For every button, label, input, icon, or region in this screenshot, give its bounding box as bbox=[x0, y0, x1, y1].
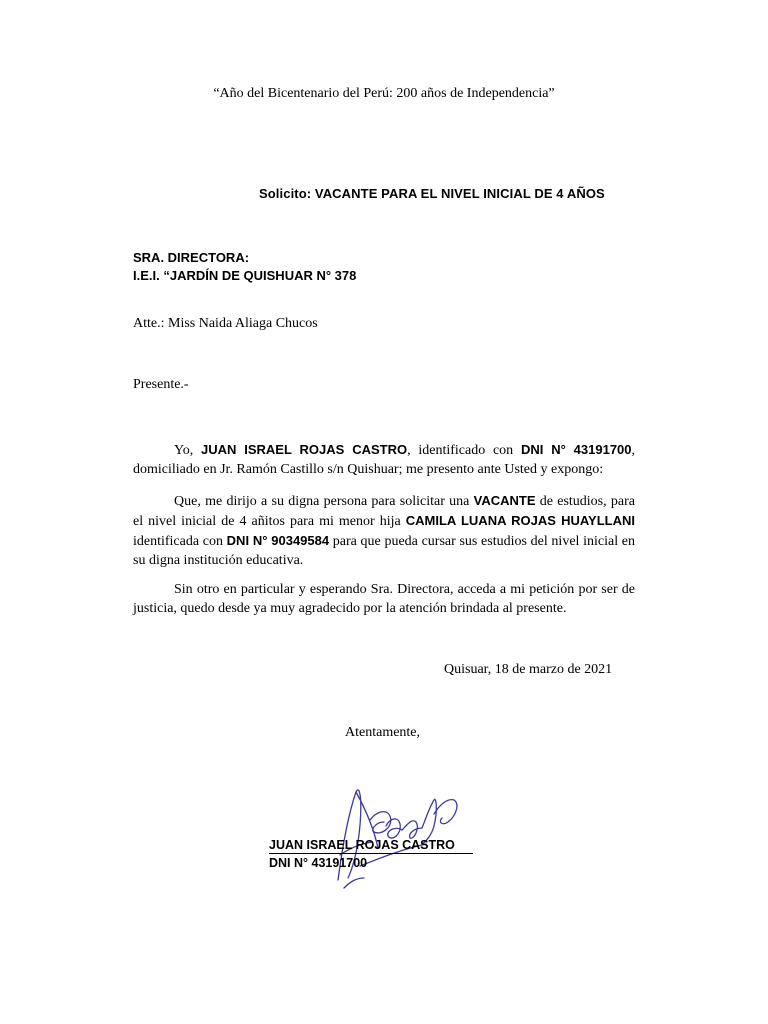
greeting: Presente.- bbox=[133, 377, 189, 392]
p2-text-4: para que pueda cursar sus estudios del nivel inicial en su digna institución educativa. bbox=[133, 534, 635, 568]
p1-text-3: , domiciliado en Jr. Ramón Castillo s/n Quishuar; me presento ante Usted y expongo: bbox=[133, 443, 636, 477]
paragraph-request bbox=[133, 491, 635, 570]
paragraph-closing: Sin otro en particular y esperando Sra. Directora, acceda a mi petición por ser de justicia, quedo desde ya muy agradecido por la atención brindada al presente. bbox=[133, 582, 635, 616]
p1-text-2: , identificado con bbox=[407, 443, 521, 458]
child-name: CAMILA LUANA ROJAS HUAYLLANI bbox=[405, 513, 635, 528]
addressee-title: SRA. DIRECTORA: bbox=[133, 250, 250, 265]
signer-name: JUAN ISRAEL ROJAS CASTRO bbox=[269, 838, 473, 854]
p2-text-1: Que, me dirijo a su digna persona para solicitar una bbox=[174, 494, 474, 509]
p2-text-2: de estudios, para el nivel inicial de 4 añitos para mi menor hija bbox=[133, 494, 635, 529]
document-motto: “Año del Bicentenario del Perú: 200 años de Independencia” bbox=[213, 86, 555, 101]
applicant-name: JUAN ISRAEL ROJAS CASTRO bbox=[200, 442, 408, 457]
closing-salutation: Atentamente, bbox=[345, 725, 421, 740]
child-dni: DNI N° 90349584 bbox=[226, 533, 330, 548]
paragraph-introduction bbox=[133, 440, 635, 479]
applicant-dni: DNI N° 43191700 bbox=[520, 442, 632, 457]
subject-line: Solicito: VACANTE PARA EL NIVEL INICIAL DE 4 AÑOS bbox=[259, 186, 605, 201]
addressee-institution: I.E.I. “JARDÍN DE QUISHUAR N° 378 bbox=[133, 268, 357, 283]
signer-dni: DNI N° 43191700 bbox=[269, 856, 368, 870]
p1-text-1: Yo, bbox=[174, 443, 201, 458]
p2-text-3: identificada con bbox=[133, 534, 227, 549]
handwritten-signature bbox=[330, 770, 470, 900]
attention-line: Atte.: Miss Naida Aliaga Chucos bbox=[133, 316, 318, 331]
vacancy-word: VACANTE bbox=[473, 493, 536, 508]
place-date: Quisuar, 18 de marzo de 2021 bbox=[444, 662, 613, 677]
